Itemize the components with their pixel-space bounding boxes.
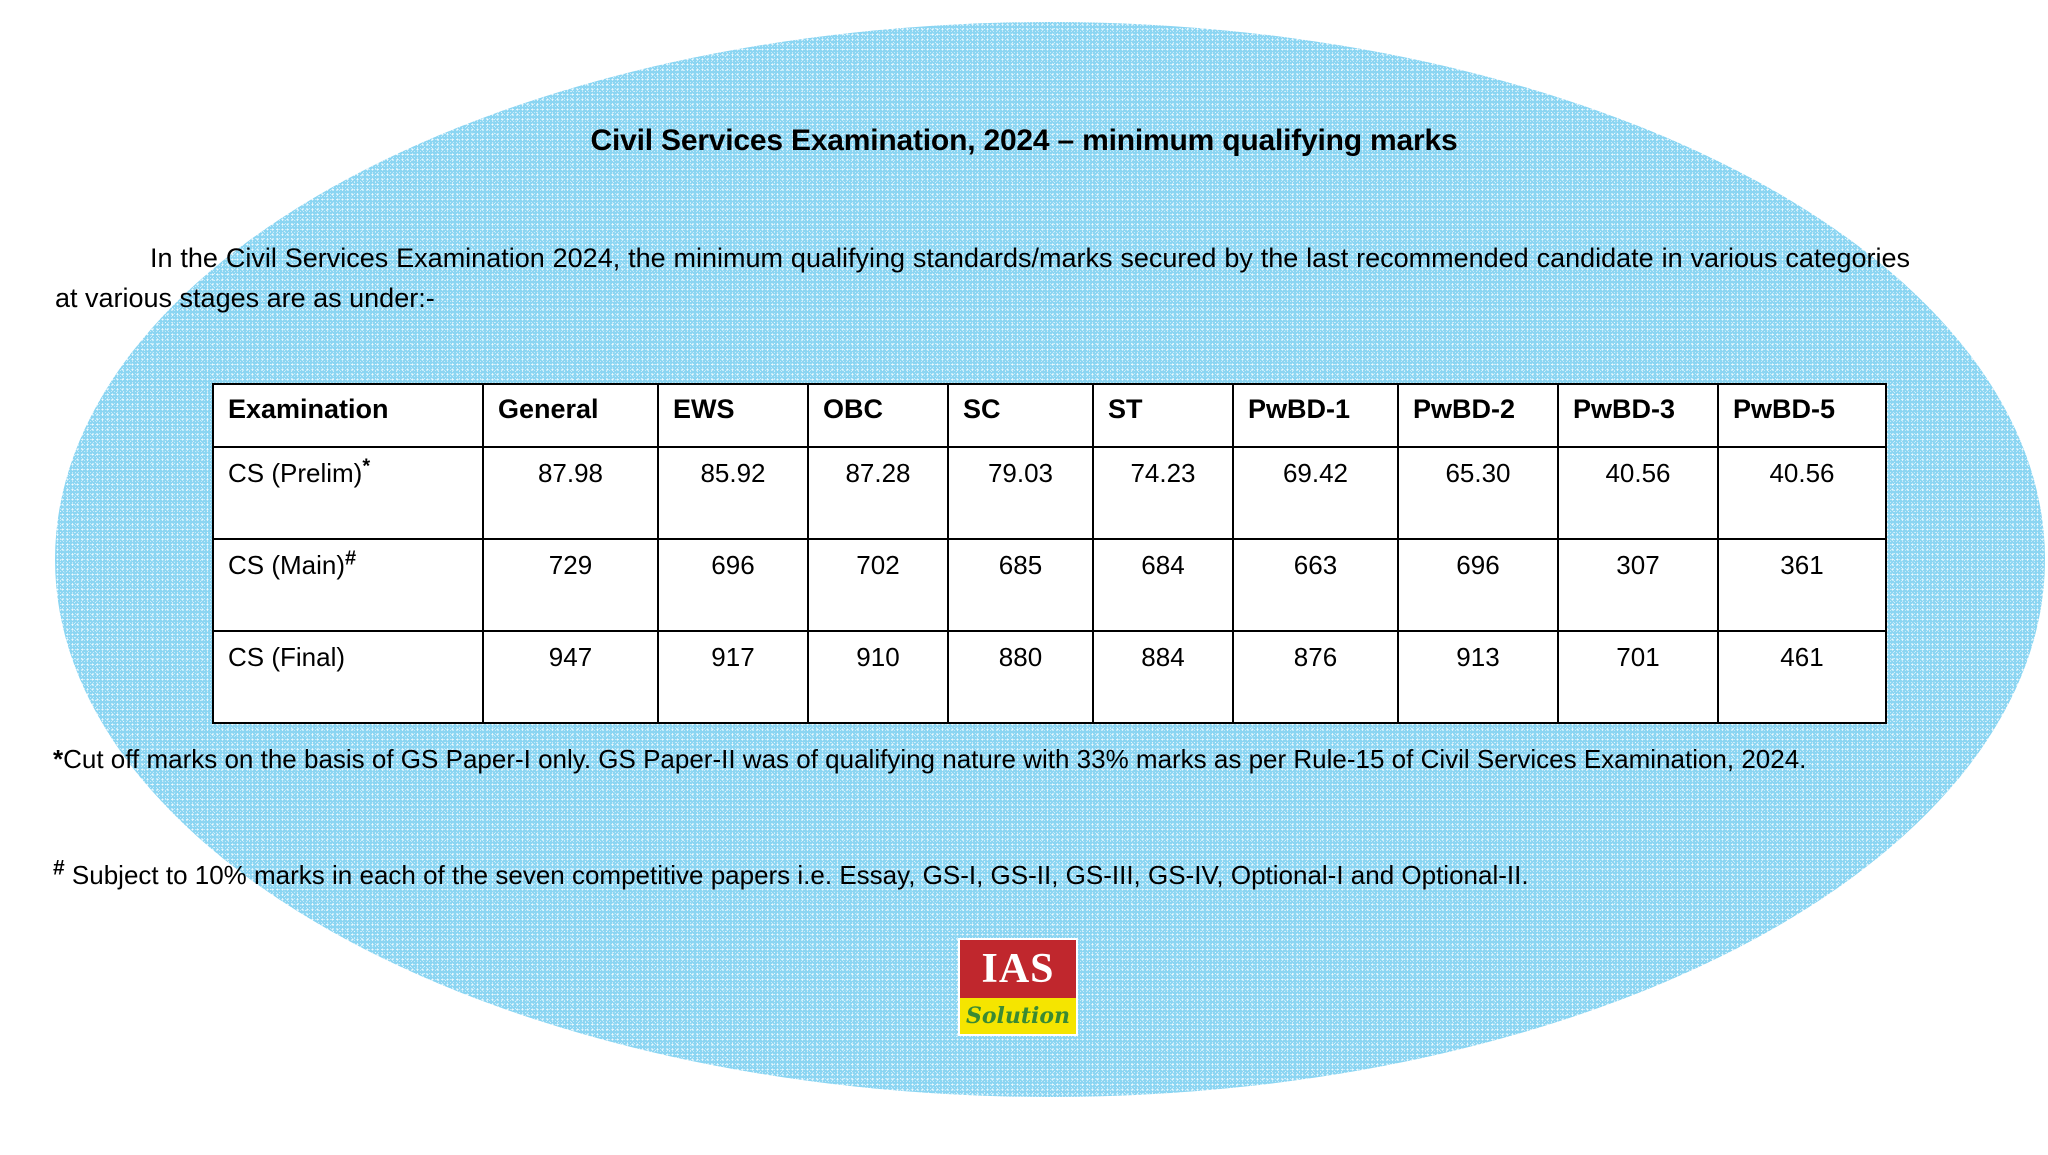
cell-main-st: 684 (1093, 539, 1233, 631)
logo-solution-text: Solution (965, 1003, 1071, 1029)
cell-main-obc: 702 (808, 539, 948, 631)
column-header-pwbd-3: PwBD-3 (1558, 384, 1718, 447)
cell-main-sc: 685 (948, 539, 1093, 631)
cell-prelim-pwbd-5: 40.56 (1718, 447, 1886, 539)
cell-main-pwbd-5: 361 (1718, 539, 1886, 631)
column-header-ews: EWS (658, 384, 808, 447)
cell-final-ews: 917 (658, 631, 808, 723)
page-title: Civil Services Examination, 2024 – minimum qualifying marks (590, 124, 1458, 157)
qualifying-marks-table-container (212, 383, 1857, 724)
row-label-text: CS (Prelim) (228, 458, 363, 488)
cell-prelim-st: 74.23 (1093, 447, 1233, 539)
cell-main-pwbd-1: 663 (1233, 539, 1398, 631)
column-header-sc: SC (948, 384, 1093, 447)
row-label-marker: # (345, 547, 357, 570)
logo-solution-block (960, 998, 1076, 1034)
cell-final-sc: 880 (948, 631, 1093, 723)
cell-prelim-pwbd-3: 40.56 (1558, 447, 1718, 539)
column-header-pwbd-5: PwBD-5 (1718, 384, 1886, 447)
cell-final-pwbd-3: 701 (1558, 631, 1718, 723)
footnote-star-symbol: * (53, 744, 64, 774)
column-header-st: ST (1093, 384, 1233, 447)
cell-final-st: 884 (1093, 631, 1233, 723)
ias-solution-logo (958, 938, 1078, 1036)
cell-prelim-ews: 85.92 (658, 447, 808, 539)
column-header-pwbd-1: PwBD-1 (1233, 384, 1398, 447)
row-label-cs-main (213, 539, 483, 631)
cell-prelim-general: 87.98 (483, 447, 658, 539)
cell-final-pwbd-2: 913 (1398, 631, 1558, 723)
footnote-hash (53, 856, 1913, 895)
table-row (213, 631, 1886, 723)
cell-prelim-obc: 87.28 (808, 447, 948, 539)
cell-main-pwbd-3: 307 (1558, 539, 1718, 631)
footnote-hash-symbol: # (53, 856, 65, 880)
column-header-examination: Examination (213, 384, 483, 447)
cell-final-pwbd-1: 876 (1233, 631, 1398, 723)
qualifying-marks-table (212, 383, 1887, 724)
logo-ias-block (960, 940, 1076, 998)
table-row (213, 447, 1886, 539)
cell-main-general: 729 (483, 539, 658, 631)
cell-prelim-pwbd-2: 65.30 (1398, 447, 1558, 539)
row-label-cs-final (213, 631, 483, 723)
intro-paragraph: In the Civil Services Examination 2024, the minimum qualifying standards/marks secured by the last recommended candidate in various categories at various stages are as under:- (55, 243, 1910, 313)
cell-final-pwbd-5: 461 (1718, 631, 1886, 723)
row-label-marker: * (362, 455, 371, 478)
cell-main-ews: 696 (658, 539, 808, 631)
cell-final-obc: 910 (808, 631, 948, 723)
footnote-star (53, 740, 1913, 779)
logo-ias-text: IAS (981, 946, 1055, 992)
column-header-obc: OBC (808, 384, 948, 447)
column-header-general: General (483, 384, 658, 447)
table-row (213, 539, 1886, 631)
cell-final-general: 947 (483, 631, 658, 723)
table-header-row (213, 384, 1886, 447)
cell-prelim-sc: 79.03 (948, 447, 1093, 539)
row-label-text: CS (Final) (228, 642, 346, 672)
footnote-star-text: Cut off marks on the basis of GS Paper-I only. GS Paper-II was of qualifying nature with 33% marks as per Rule-15 of Civil Services Examination, 2024. (63, 744, 1807, 774)
row-label-cs-prelim (213, 447, 483, 539)
cell-prelim-pwbd-1: 69.42 (1233, 447, 1398, 539)
cell-main-pwbd-2: 696 (1398, 539, 1558, 631)
row-label-text: CS (Main) (228, 550, 346, 580)
column-header-pwbd-2: PwBD-2 (1398, 384, 1558, 447)
footnote-hash-text: Subject to 10% marks in each of the seven competitive papers i.e. Essay, GS-I, GS-II, GS-III, GS-IV, Optional-I and Optional-II. (64, 860, 1529, 890)
